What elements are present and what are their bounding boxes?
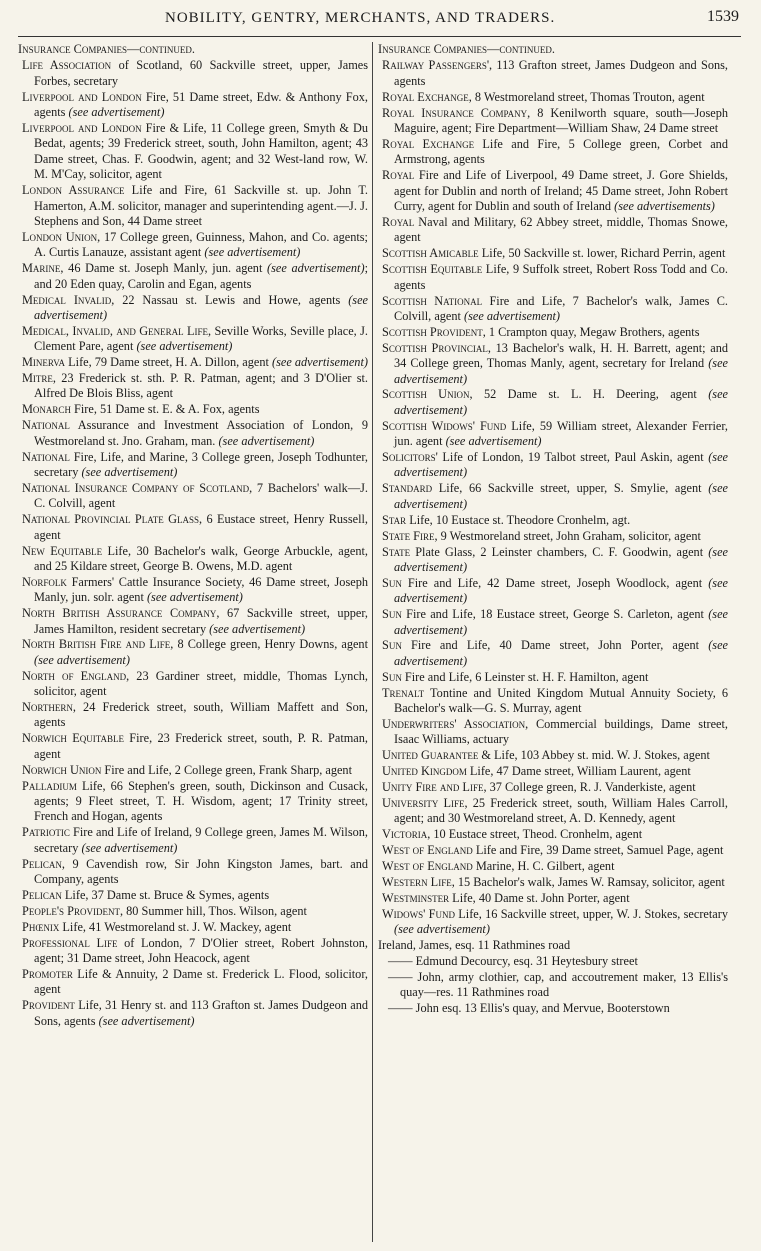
entry-detail: Life, 50 Sackville st. lower, Richard Perrin, agent (478, 246, 726, 261)
company-name: Norfolk (22, 574, 67, 589)
entry-detail: Fire, Life, and Marine, 3 College green, Joseph Todhunter, secretary (see advertisement) (34, 449, 368, 479)
directory-entry (378, 294, 728, 325)
entry-detail: 25 Frederick street, south, William Hales Carroll, agent; and 30 Westmoreland street, A. D. Kennedy, agent (394, 796, 728, 826)
entry-detail: Life and Fire, 5 College green, Corbet and Armstrong, agents (394, 136, 728, 167)
directory-entry (378, 513, 728, 528)
company-name: Pelican (22, 887, 62, 902)
entry-detail: 6 Eustace street, Henry Russell, agent (34, 512, 368, 542)
company-name: Unity Fire and Life, (382, 780, 487, 795)
directory-entry (378, 796, 728, 827)
entry-detail: Plate Glass, 2 Leinster chambers, C. F. Goodwin, agent (see advertisement) (394, 544, 728, 574)
directory-entry (378, 90, 728, 105)
entry-detail: 24 Frederick street, south, William Maffett and Son, agents (34, 700, 368, 730)
entry-detail: 7 Bachelors' walk—J. C. Colvill, agent (34, 480, 368, 511)
company-name: Scottish National (382, 293, 483, 308)
directory-entry (18, 261, 368, 292)
directory-entry (18, 544, 368, 575)
company-name: Minerva (22, 355, 66, 370)
company-name: New Equitable (22, 543, 103, 558)
directory-entry (378, 262, 728, 293)
company-name: London Assurance (22, 183, 125, 198)
page-header (0, 10, 761, 36)
entry-detail: Fire and Life of Ireland, 9 College green, James M. Wilson, secretary (see advertisement) (34, 825, 368, 855)
directory-entry (378, 859, 728, 874)
company-name: State (382, 544, 411, 559)
company-name: Scottish Equitable (382, 262, 483, 277)
company-name: Life Association (22, 58, 112, 73)
section-heading: Insurance Companies—continued. (378, 42, 555, 56)
directory-entry (378, 686, 728, 717)
company-name: North of England, (22, 668, 130, 683)
company-name: Royal (382, 214, 415, 229)
directory-entry (378, 106, 728, 137)
entry-detail: Life and Fire, 39 Dame street, Samuel Page, agent (472, 843, 724, 858)
company-name: Mitre, (22, 371, 57, 386)
directory-entry (18, 293, 368, 324)
directory-entry (18, 230, 368, 261)
entry-detail: Fire and Life, 6 Leinster st. H. F. Hamilton, agent (401, 669, 649, 684)
company-name: National Insurance Company of Scotland, (22, 480, 253, 495)
company-name: Royal Exchange, (382, 89, 472, 104)
entry-detail: Tontine and United Kingdom Mutual Annuity Society, 6 Bachelor's walk—G. S. Murray, agent (394, 685, 728, 716)
company-name: West of England (382, 859, 473, 874)
company-name: Palladium (22, 778, 77, 793)
company-name: Phœnix (22, 919, 60, 934)
directory-entry (378, 827, 728, 842)
company-name: Medical Invalid, (22, 292, 115, 307)
entry-detail: 113 Grafton street, James Dudgeon and Sons, agents (394, 58, 728, 88)
company-name: Westminster (382, 890, 450, 905)
company-name: Standard (382, 481, 433, 496)
directory-entry (18, 920, 368, 935)
entry-detail: Marine, H. C. Gilbert, agent (472, 859, 615, 874)
entry-detail: 10 Eustace street, Theod. Cronhelm, agent (430, 827, 643, 842)
entry-detail: Fire, 51 Dame st. E. & A. Fox, agents (70, 402, 260, 417)
entry-detail: Fire & Life, 11 College green, Smyth & Du Bedat, agents; 39 Frederick street, south, John Hamilton, agent; 43 Dame street, Chas. F. Goodwin, agent; and 32 West-land row, W. M. M'Cay, solicitor, agent (34, 121, 369, 182)
entry-detail: 9 Cavendish row, Sir John Kingston James, bart. and Company, agents (34, 856, 368, 887)
company-name: People's Provident, (22, 903, 124, 918)
right-column (378, 42, 728, 1017)
entry-detail: of London, 7 D'Olier street, Robert Johnston, agent; 31 Dame street, John Heacock, agent (34, 935, 369, 966)
directory-entry (18, 669, 368, 700)
entry-detail: Life, 66 Sackville street, upper, S. Smylie, agent (see advertisement) (394, 481, 728, 511)
directory-entry (18, 731, 368, 762)
directory-entry (378, 325, 728, 340)
entry-detail: Life, 30 Bachelor's walk, George Arbuckle, agent, and 25 Kildare street, George B. Owens, M.D. agent (34, 543, 368, 573)
header-rule (18, 36, 741, 37)
directory-entry (18, 481, 368, 512)
directory-entry (18, 90, 368, 121)
company-name: Western Life, (382, 875, 455, 890)
directory-entry (378, 168, 728, 214)
company-name: Liverpool and London (22, 89, 142, 104)
entry-detail: 23 Frederick st. sth. P. R. Patman, agent; and 3 D'Olier st. Alfred De Blois Bliss, agent (34, 371, 368, 401)
directory-entry (18, 998, 368, 1029)
ireland-dash-entry: —— John esq. 13 Ellis's quay, and Mervue, Booterstown (388, 1001, 670, 1016)
company-name: North British Fire and Life, (22, 637, 174, 652)
company-name: Royal (382, 168, 415, 183)
entry-detail: 8 College green, Henry Downs, agent (see advertisement) (34, 637, 368, 667)
entry-detail: 8 Kenilworth square, south—Joseph Maguire, agent; Fire Department—William Shaw, 24 Dame street (394, 105, 728, 136)
directory-entry (378, 607, 728, 638)
company-name: University Life, (382, 796, 468, 810)
directory-entry (378, 875, 728, 890)
directory-entry (378, 843, 728, 858)
company-name: Patriotic (22, 825, 70, 840)
directory-entry (18, 637, 368, 668)
directory-entry (378, 341, 728, 387)
ireland-entry: Ireland, James, esq. 11 Rathmines road (378, 938, 571, 953)
directory-entry (18, 450, 368, 481)
company-name: Monarch (22, 402, 71, 417)
company-name: Liverpool and London (22, 121, 142, 136)
company-name: National (22, 418, 70, 433)
entry-detail: Life, 16 Sackville street, upper, W. J. Stokes, secretary (see advertisement) (394, 906, 729, 937)
ireland-dash-entry: —— Edmund Decourcy, esq. 31 Heytesbury street (388, 954, 638, 969)
entry-detail: Farmers' Cattle Insurance Society, 46 Dame street, Joseph Manly, jun. solr. agent (see advertisement) (34, 574, 368, 605)
entry-detail: 1 Crampton quay, Megaw Brothers, agents (485, 324, 700, 339)
entry-detail: Life, 40 Dame st. John Porter, agent (449, 890, 630, 905)
company-name: Scottish Widows' Fund (382, 418, 507, 433)
company-name: Victoria, (382, 827, 431, 842)
company-name: Underwriters' Association, (382, 716, 529, 731)
entry-detail: Assurance and Investment Association of London, 9 Westmoreland st. Jno. Graham, man. (see advertisement) (34, 418, 368, 448)
company-name: Solicitors' (382, 450, 438, 465)
page-number: 1539 (707, 8, 739, 25)
directory-entry (378, 529, 728, 544)
directory-entry (18, 575, 368, 606)
company-name: West of England (382, 843, 473, 858)
directory-entry (18, 825, 368, 856)
directory-entry (18, 967, 368, 998)
directory-entry (378, 576, 728, 607)
entry-detail: Life, 10 Eustace st. Theodore Cronhelm, agt. (406, 512, 631, 527)
company-name: Sun (382, 638, 402, 653)
directory-entry (378, 891, 728, 906)
entry-detail: Fire and Life, 2 College green, Frank Sharp, agent (101, 762, 352, 777)
directory-entry (18, 700, 368, 731)
company-name: Sun (382, 607, 402, 622)
directory-entry (18, 402, 368, 417)
directory-entry (378, 670, 728, 685)
entry-detail: Life, 66 Stephen's green, south, Dickinson and Cusack, agents; 9 Fleet street, T. H. Wisdom, agent; 17 Trinity street, French and Hogan, agents (34, 778, 368, 824)
directory-entry (18, 371, 368, 402)
company-name: Pelican, (22, 856, 65, 871)
entry-detail: Life, 31 Henry st. and 113 Grafton st. James Dudgeon and Sons, agents (see advertisement) (34, 998, 368, 1028)
entry-detail: 46 Dame st. Joseph Manly, jun. agent (see advertisement); and 20 Eden quay, Carolin and Egan, agents (34, 261, 368, 291)
entry-detail: 37 College green, R. J. Vanderkiste, agent (486, 780, 696, 795)
company-name: Scottish Provincial, (382, 340, 491, 355)
directory-entry (378, 58, 728, 89)
company-name: Royal Insurance Company, (382, 105, 531, 120)
directory-entry (18, 121, 368, 183)
company-name: London Union, (22, 229, 101, 244)
directory-entry (378, 717, 728, 748)
directory-entry (18, 355, 368, 370)
directory-entry (18, 324, 368, 355)
section-heading: Insurance Companies—continued. (18, 42, 195, 56)
company-name: Marine, (22, 261, 64, 276)
entry-detail: 13 Bachelor's walk, H. H. Barrett, agent; and 34 College green, Thomas Manly, agent, secretary for Ireland (see advertisement) (394, 340, 728, 386)
company-name: Provident (22, 998, 75, 1013)
directory-entry (18, 418, 368, 449)
entry-detail: Seville Works, Seville place, J. Clement Pare, agent (see advertisement) (34, 323, 368, 354)
entry-detail: 67 Sackville street, upper, James Hamilton, resident secretary (see advertisement) (34, 606, 368, 636)
directory-entry (378, 907, 728, 938)
entry-detail: Commercial buildings, Dame street, Isaac Williams, actuary (394, 716, 729, 747)
entry-detail: Fire and Life, 7 Bachelor's walk, James C. Colvill, agent (see advertisement) (394, 293, 728, 323)
entry-detail: Life, 47 Dame street, William Laurent, agent (466, 764, 691, 779)
entry-detail: Naval and Military, 62 Abbey street, middle, Thomas Snowe, agent (394, 214, 728, 245)
entry-detail: 8 Westmoreland street, Thomas Trouton, agent (471, 89, 705, 104)
entry-detail: 52 Dame st. L. H. Deering, agent (see advertisement) (394, 387, 728, 417)
running-title: NOBILITY, GENTRY, MERCHANTS, AND TRADERS. (165, 10, 556, 26)
directory-entry (378, 780, 728, 795)
company-name: Sun (382, 575, 402, 590)
directory-entry (378, 545, 728, 576)
company-name: Professional Life (22, 935, 118, 950)
company-name: Sun (382, 669, 402, 684)
entry-detail: Life, 59 William street, Alexander Ferrier, jun. agent (see advertisement) (394, 418, 728, 449)
directory-entry (18, 904, 368, 919)
directory-entry (378, 387, 728, 418)
entry-detail: Fire, 51 Dame street, Edw. & Anthony Fox, agents (see advertisement) (34, 89, 368, 120)
company-name: Promoter (22, 966, 73, 981)
company-name: State Fire, (382, 528, 438, 543)
directory-entry (18, 183, 368, 229)
entry-detail: 17 College green, Guinness, Mahon, and Co. agents; A. Curtis Lanauze, assistant agent (see advertisement) (34, 229, 368, 260)
directory-entry (378, 450, 728, 481)
entry-detail: 9 Westmoreland street, John Graham, solicitor, agent (437, 528, 701, 543)
entry-detail: Life, 79 Dame street, H. A. Dillon, agent (see advertisement) (65, 355, 368, 370)
entry-detail: of Scotland, 60 Sackville street, upper, James Forbes, secretary (34, 58, 369, 88)
directory-entry (378, 748, 728, 763)
entry-detail: Fire and Life of Liverpool, 49 Dame street, J. Gore Shields, agent for Dublin and north of Ireland; 45 Dame street, John Robert Curry, agent for Dublin and south of Ireland (see advertisements) (394, 168, 728, 214)
company-name: Northern, (22, 700, 76, 715)
directory-entry (378, 246, 728, 261)
directory-entry (18, 888, 368, 903)
company-name: National (22, 449, 70, 464)
company-name: Star (382, 512, 407, 527)
entry-detail: 80 Summer hill, Thos. Wilson, agent (123, 903, 307, 918)
company-name: Railway Passengers', (382, 58, 493, 73)
directory-entry (378, 215, 728, 246)
entry-detail: Fire and Life, 42 Dame street, Joseph Woodlock, agent (see advertisement) (394, 575, 728, 606)
ireland-dash-entry: —— John, army clothier, cap, and accoutrement maker, 13 Ellis's quay—res. 11 Rathmines road (388, 969, 728, 1000)
entry-detail: 15 Bachelor's walk, James W. Ramsay, solicitor, agent (454, 875, 725, 890)
company-name: Royal Exchange (382, 136, 475, 151)
directory-entry (18, 936, 368, 967)
company-name: Norwich Union (22, 762, 102, 777)
company-name: Medical, Invalid, and General Life, (22, 323, 212, 338)
company-name: Trenalt (382, 685, 425, 700)
company-name: Scottish Amicable (382, 246, 479, 261)
company-name: Norwich Equitable (22, 731, 124, 746)
directory-entry (18, 763, 368, 778)
column-divider (372, 42, 373, 1242)
entry-detail: 23 Gardiner street, middle, Thomas Lynch, solicitor, agent (34, 668, 369, 699)
company-name: United Guarantee (382, 748, 479, 763)
company-name: Scottish Union, (382, 387, 473, 402)
entry-detail: Life, 37 Dame st. Bruce & Symes, agents (61, 887, 270, 902)
entry-detail: Fire and Life, 18 Eustace street, George S. Carleton, agent (see advertisement) (394, 607, 728, 637)
entry-detail: Life & Annuity, 2 Dame st. Frederick L. Flood, solicitor, agent (34, 966, 368, 997)
directory-entry (378, 419, 728, 450)
company-name: Widows' Fund (382, 906, 455, 921)
directory-entry (18, 58, 368, 89)
entry-detail: Fire, 23 Frederick street, south, P. R. Patman, agent (34, 731, 368, 761)
directory-entry (378, 481, 728, 512)
directory-entry (18, 779, 368, 825)
directory-entry (378, 137, 728, 168)
directory-entry (378, 638, 728, 669)
entry-detail: & Life, 103 Abbey st. mid. W. J. Stokes, agent (478, 748, 710, 763)
entry-detail: 22 Nassau st. Lewis and Howe, agents (see advertisement) (34, 292, 368, 322)
company-name: North British Assurance Company, (22, 606, 220, 621)
directory-entry (378, 764, 728, 779)
entry-detail: Life of London, 19 Talbot street, Paul Askin, agent (see advertisement) (394, 450, 728, 480)
company-name: National Provincial Plate Glass, (22, 512, 203, 527)
directory-entry (18, 512, 368, 543)
entry-detail: Life, 41 Westmoreland st. J. W. Mackey, agent (59, 919, 292, 934)
entry-detail: Fire and Life, 40 Dame street, John Porter, agent (see advertisement) (394, 638, 728, 668)
company-name: United Kingdom (382, 764, 467, 779)
directory-entry (18, 606, 368, 637)
company-name: Scottish Provident, (382, 324, 486, 339)
entry-detail: Life and Fire, 61 Sackville st. up. John T. Hamerton, A.M. solicitor, manager and superintending agent.—J. J. Stephens and Son, 44 Dame street (34, 183, 368, 228)
entry-detail: Life, 9 Suffolk street, Robert Ross Todd and Co. agents (394, 262, 728, 292)
directory-entry (18, 857, 368, 888)
left-column (18, 42, 368, 1030)
